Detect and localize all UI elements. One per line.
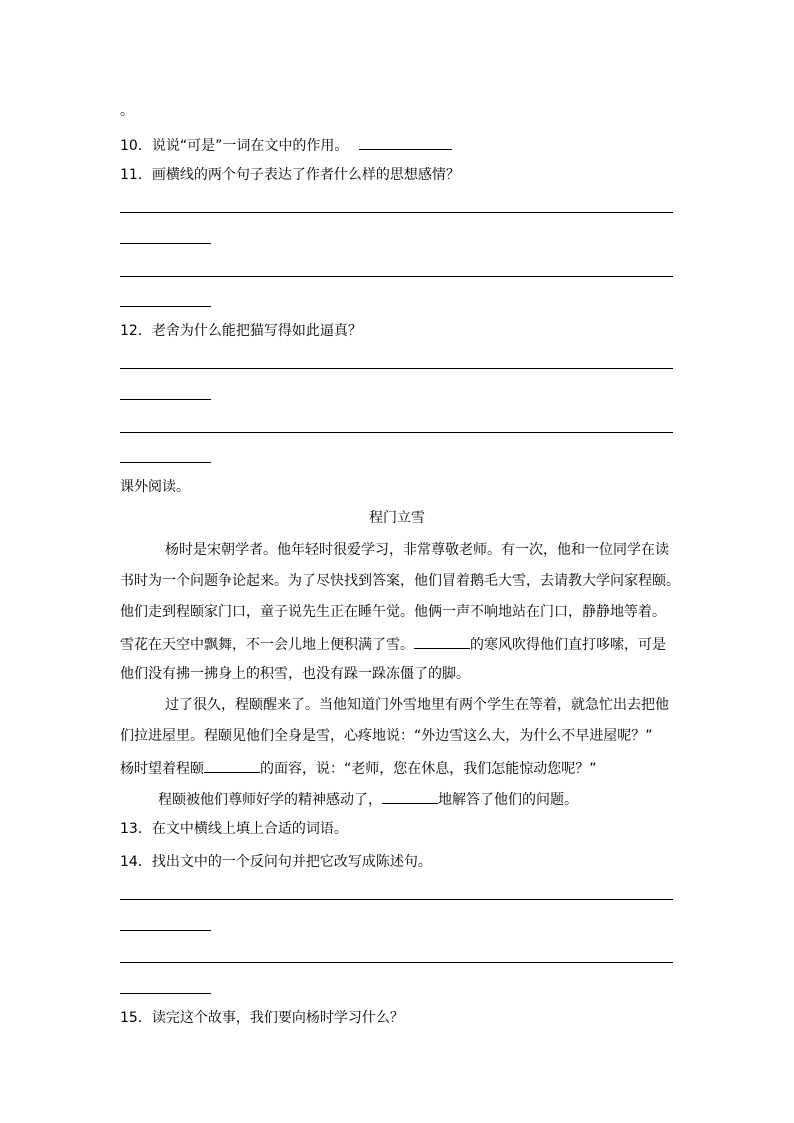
answer-line-11-1[interactable] xyxy=(120,212,673,213)
fill-blank-2[interactable] xyxy=(204,758,260,773)
answer-line-14-3[interactable] xyxy=(120,962,673,963)
answer-line-12-4[interactable] xyxy=(120,462,211,463)
story-p1-line-4-b: 的寒风吹得他们直打哆嗦，可是 xyxy=(470,637,666,653)
story-p2-line-3-b: 的面容，说：“老师，您在休息，我们怎能惊动您呢？” xyxy=(260,761,597,777)
question-10 xyxy=(120,135,452,155)
answer-line-14-2[interactable] xyxy=(120,930,211,931)
answer-line-12-3[interactable] xyxy=(120,432,673,433)
fill-blank-3[interactable] xyxy=(382,789,438,804)
story-p1-line-3: 他们走到程颐家门口，童子说先生正在睡午觉。他俩一声不响地站在门口，静静地等着。 xyxy=(120,604,666,620)
story-p2-line-2: 们拉进屋里。程颐见他们全身是雪，心疼地说：“外边雪这么大，为什么不早进屋呢？” xyxy=(120,728,653,744)
question-12-text: 12．老舍为什么能把猫写得如此逼真？ xyxy=(120,323,362,339)
answer-blank-10[interactable] xyxy=(359,135,452,150)
story-p1-line-2: 书时为一个问题争论起来。为了尽快找到答案，他们冒着鹅毛大雪，去请教大学问家程颐。 xyxy=(120,573,680,589)
fill-blank-1[interactable] xyxy=(414,634,470,649)
answer-line-11-2[interactable] xyxy=(120,243,211,244)
answer-line-11-3[interactable] xyxy=(120,276,673,277)
answer-line-12-1[interactable] xyxy=(120,368,673,369)
top-punctuation: 。 xyxy=(120,103,134,119)
story-p3-a: 程颐被他们尊师好学的精神感动了， xyxy=(158,792,382,808)
story-p2-line-1: 过了很久，程颐醒来了。当他知道门外雪地里有两个学生在等着，就急忙出去把他 xyxy=(165,697,669,713)
story-title: 程门立雪 xyxy=(369,510,425,526)
question-11-text: 11．画横线的两个句子表达了作者什么样的思想感情？ xyxy=(120,167,460,183)
answer-line-12-2[interactable] xyxy=(120,399,211,400)
story-p1-line-4-a: 雪花在天空中飘舞，不一会儿地上便积满了雪。 xyxy=(120,637,414,653)
question-14-text: 14．找出文中的一个反问句并把它改写成陈述句。 xyxy=(120,854,432,870)
story-p3-line xyxy=(158,789,578,809)
story-p2-line-3-a: 杨时望着程颐 xyxy=(120,761,204,777)
story-p1-line-1: 杨时是宋朝学者。他年轻时很爱学习，非常尊敬老师。有一次，他和一位同学在读 xyxy=(165,542,669,558)
story-p1-line-5: 他们没有拂一拂身上的积雪，也没有跺一跺冻僵了的脚。 xyxy=(120,666,470,682)
answer-line-14-4[interactable] xyxy=(120,993,211,994)
story-p3-b: 地解答了他们的问题。 xyxy=(438,792,578,808)
question-13-text: 13．在文中横线上填上合适的词语。 xyxy=(120,821,348,837)
question-15-text: 15．读完这个故事，我们要向杨时学习什么？ xyxy=(120,1010,404,1026)
answer-line-14-1[interactable] xyxy=(120,899,673,900)
answer-line-11-4[interactable] xyxy=(120,306,211,307)
question-10-text: 10．说说“可是”一词在文中的作用。 xyxy=(120,138,349,154)
extra-reading-label: 课外阅读。 xyxy=(120,479,190,495)
story-p1-line-4 xyxy=(120,634,666,654)
story-p2-line-3 xyxy=(120,758,597,778)
